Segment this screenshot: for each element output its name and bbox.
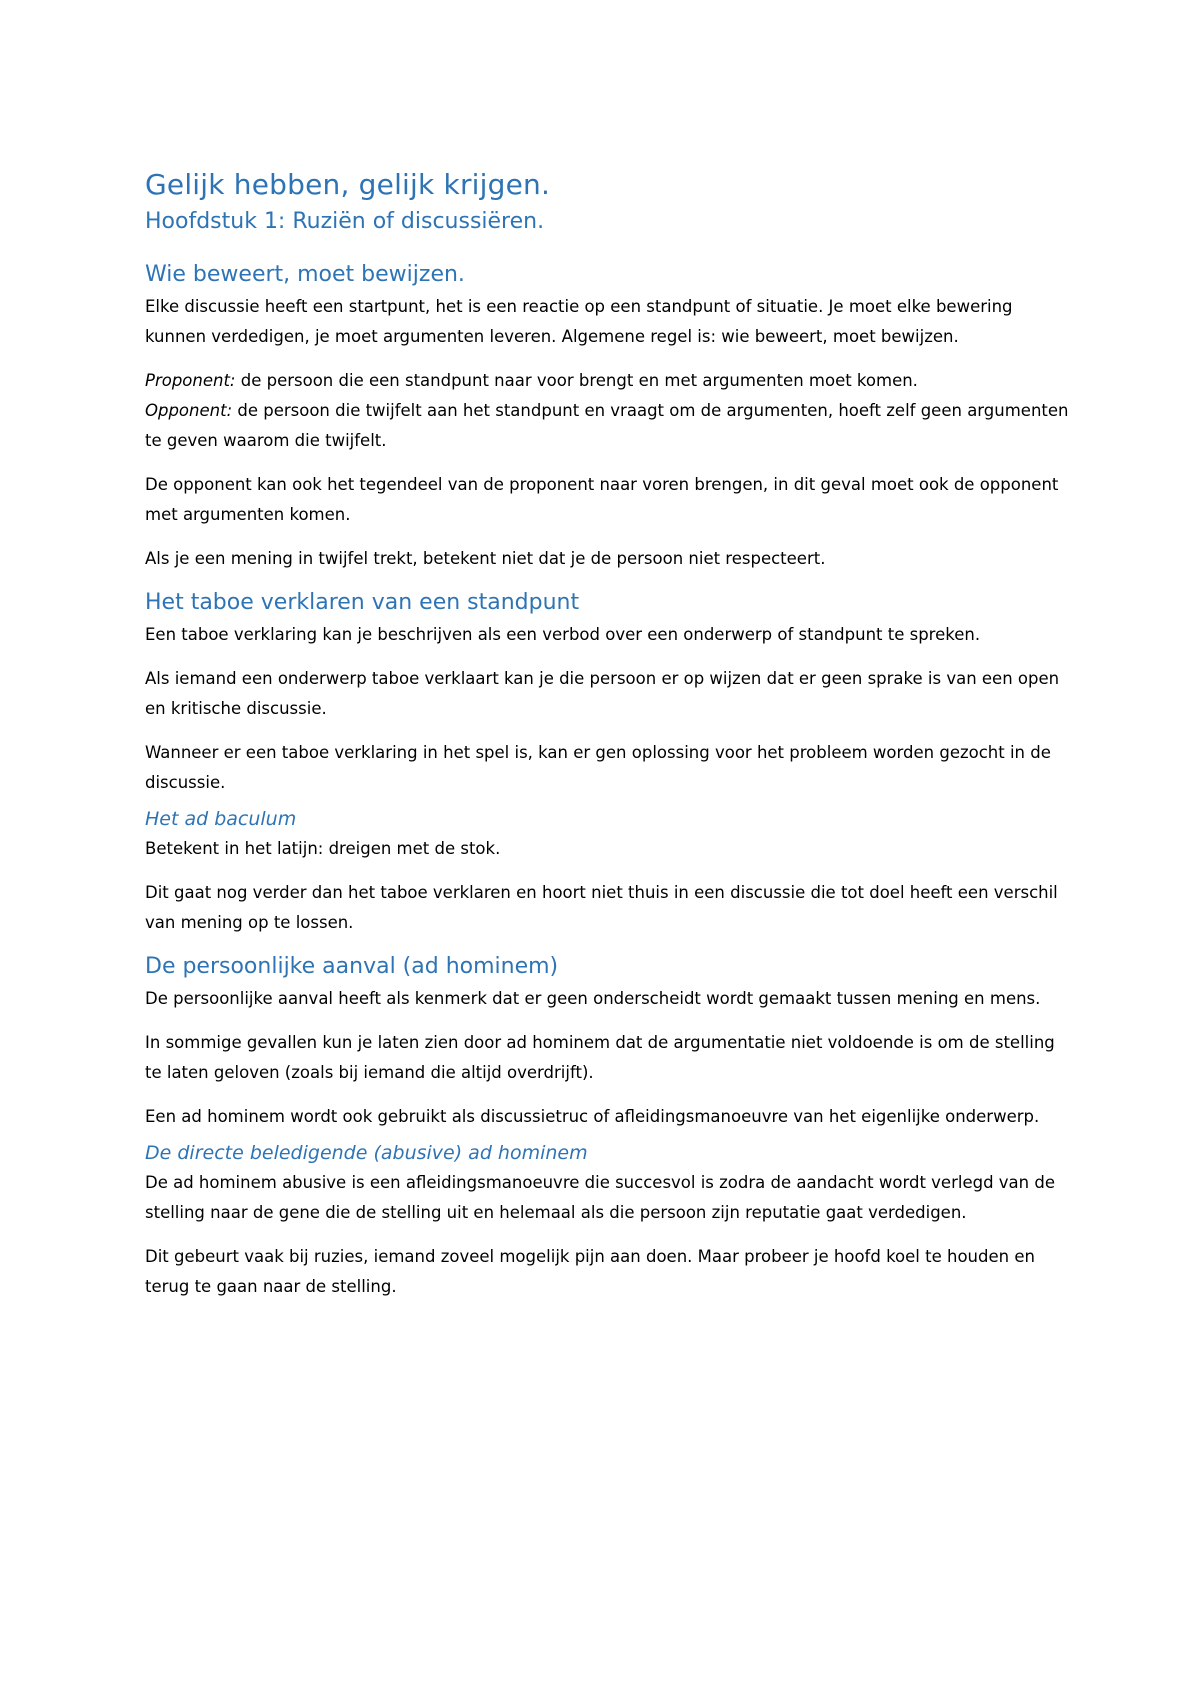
document-title: Gelijk hebben, gelijk krijgen. (145, 168, 551, 201)
section-wie-beweert (145, 260, 1070, 574)
paragraph: Een ad hominem wordt ook gebruikt als discussietruc of afleidingsmanoeuvre van het eigenlijke onderwerp. (145, 1107, 1040, 1126)
paragraph: Elke discussie heeft een startpunt, het is een reactie op een standpunt of situatie. Je moet elke bewering kunnen verdedigen, je moet argumenten leveren. Algemene regel is: wie beweert, moet bewijzen. (145, 297, 1013, 346)
paragraph: Een taboe verklaring kan je beschrijven als een verbod over een onderwerp of standpunt te spreken. (145, 625, 981, 644)
subsection-heading: De directe beledigende (abusive) ad hominem (145, 1142, 588, 1164)
subsection-abusive-ad-hominem (145, 1140, 1070, 1302)
chapter-subtitle: Hoofdstuk 1: Ruziën of discussiëren. (145, 209, 545, 234)
definition-proponent: de persoon die een standpunt naar voor brengt en met argumenten moet komen. (235, 371, 918, 390)
definition-opponent: de persoon die twijfelt aan het standpunt en vraagt om de argumenten, hoeft zelf geen argumenten te geven waarom die twijfelt. (145, 401, 1069, 450)
paragraph: Dit gaat nog verder dan het taboe verklaren en hoort niet thuis in een discussie die tot doel heeft een verschil van mening op te lossen. (145, 883, 1058, 932)
section-heading: Wie beweert, moet bewijzen. (145, 262, 465, 287)
subsection-ad-baculum (145, 806, 1070, 938)
section-heading: Het taboe verklaren van een standpunt (145, 590, 580, 615)
term-proponent: Proponent: (145, 371, 236, 390)
paragraph: De opponent kan ook het tegendeel van de proponent naar voren brengen, in dit geval moet ook de opponent met argumenten komen. (145, 475, 1059, 524)
paragraph: Als je een mening in twijfel trekt, betekent niet dat je de persoon niet respecteert. (145, 549, 826, 568)
term-opponent: Opponent: (145, 401, 233, 420)
paragraph: De persoonlijke aanval heeft als kenmerk dat er geen onderscheidt wordt gemaakt tussen mening en mens. (145, 989, 1041, 1008)
paragraph: In sommige gevallen kun je laten zien door ad hominem dat de argumentatie niet voldoende is om de stelling te laten geloven (zoals bij iemand die altijd overdrijft). (145, 1033, 1055, 1082)
paragraph: Wanneer er een taboe verklaring in het spel is, kan er gen oplossing voor het probleem worden gezocht in de discussie. (145, 743, 1051, 792)
paragraph: Betekent in het latijn: dreigen met de stok. (145, 839, 501, 858)
section-heading: De persoonlijke aanval (ad hominem) (145, 954, 559, 979)
subsection-heading: Het ad baculum (145, 808, 297, 830)
definitions-paragraph (145, 366, 1070, 456)
paragraph: Dit gebeurt vaak bij ruzies, iemand zoveel mogelijk pijn aan doen. Maar probeer je hoofd koel te houden en terug te gaan naar de stelling. (145, 1247, 1035, 1296)
paragraph: De ad hominem abusive is een afleidingsmanoeuvre die succesvol is zodra de aandacht wordt verlegd van de stelling naar de gene die de stelling uit en helemaal als die persoon zijn reputatie gaat verdedigen. (145, 1173, 1055, 1222)
section-ad-hominem (145, 952, 1070, 1132)
section-taboe (145, 588, 1070, 798)
paragraph: Als iemand een onderwerp taboe verklaart kan je die persoon er op wijzen dat er geen sprake is van een open en kritische discussie. (145, 669, 1060, 718)
